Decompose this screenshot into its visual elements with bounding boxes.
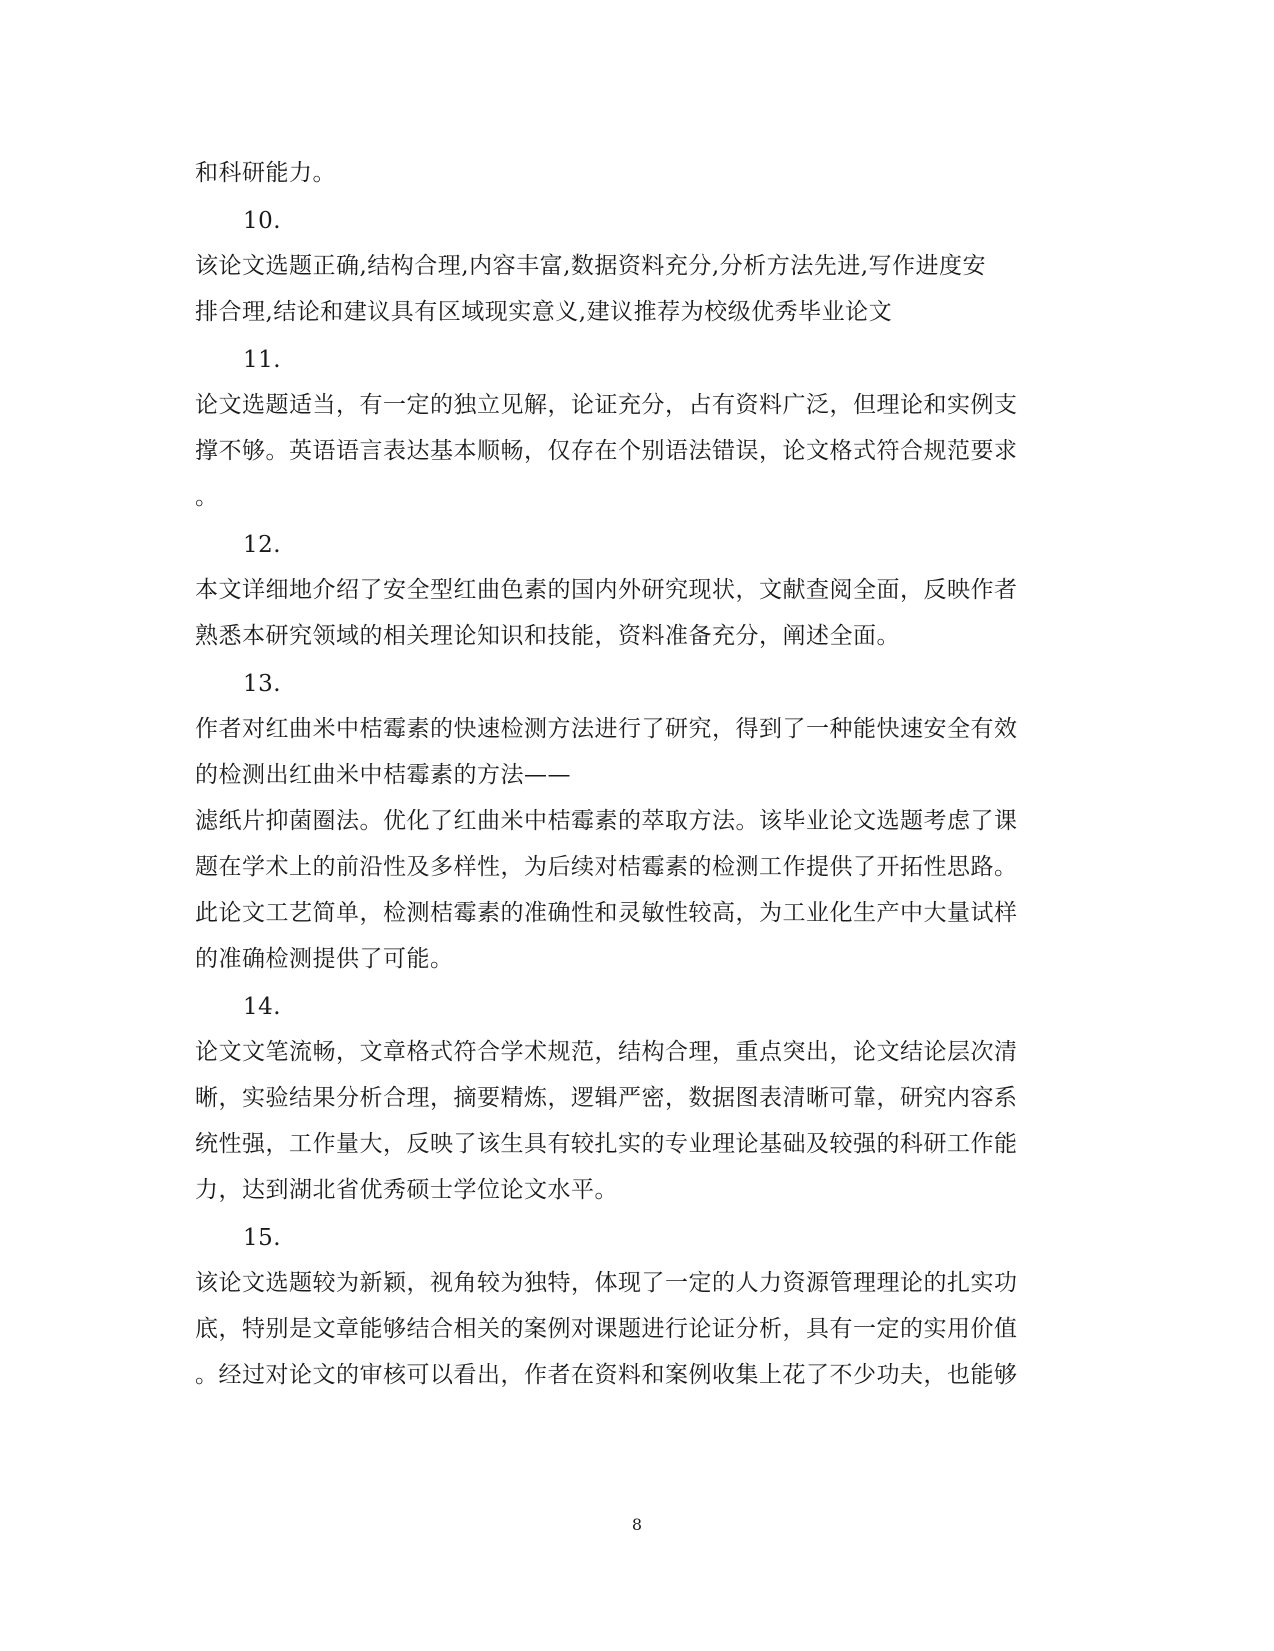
text-line: 的检测出红曲米中桔霉素的方法—— bbox=[195, 762, 571, 788]
text-line: 题在学术上的前沿性及多样性，为后续对桔霉素的检测工作提供了开拓性思路。 bbox=[195, 854, 1018, 880]
text-line: 熟悉本研究领域的相关理论知识和技能，资料准备充分，阐述全面。 bbox=[195, 623, 900, 649]
text-line: 撑不够。英语语言表达基本顺畅，仅存在个别语法错误，论文格式符合规范要求 bbox=[195, 438, 1018, 464]
item-number: 14. bbox=[243, 994, 282, 1020]
text-line: 论文文笔流畅，文章格式符合学术规范，结构合理，重点突出，论文结论层次清 bbox=[195, 1039, 1018, 1065]
text-line: 论文选题适当，有一定的独立见解，论证充分，占有资料广泛，但理论和实例支 bbox=[195, 392, 1018, 418]
text-line: 滤纸片抑菌圈法。优化了红曲米中桔霉素的萃取方法。该毕业论文选题考虑了课 bbox=[195, 808, 1018, 834]
text-line: 力，达到湖北省优秀硕士学位论文水平。 bbox=[195, 1177, 618, 1203]
text-line: 此论文工艺简单，检测桔霉素的准确性和灵敏性较高，为工业化生产中大量试样 bbox=[195, 900, 1018, 926]
item-number: 10. bbox=[243, 208, 282, 234]
text-line: 底，特别是文章能够结合相关的案例对课题进行论证分析，具有一定的实用价值 bbox=[195, 1316, 1018, 1342]
text-line: 。经过对论文的审核可以看出，作者在资料和案例收集上花了不少功夫，也能够 bbox=[195, 1362, 1018, 1388]
text-line: 的准确检测提供了可能。 bbox=[195, 946, 454, 972]
page-number: 8 bbox=[631, 1515, 643, 1534]
text-line: 该论文选题较为新颖，视角较为独特，体现了一定的人力资源管理理论的扎实功 bbox=[195, 1270, 1018, 1296]
text-line: 和科研能力。 bbox=[195, 160, 336, 186]
text-line: 排合理,结论和建议具有区域现实意义,建议推荐为校级优秀毕业论文 bbox=[195, 299, 893, 325]
text-line: 该论文选题正确,结构合理,内容丰富,数据资料充分,分析方法先进,写作进度安 bbox=[195, 253, 987, 279]
text-line: 晰，实验结果分析合理，摘要精炼，逻辑严密，数据图表清晰可靠，研究内容系 bbox=[195, 1085, 1018, 1111]
item-number: 12. bbox=[243, 532, 282, 558]
text-line: 。 bbox=[195, 484, 219, 510]
item-number: 11. bbox=[243, 347, 282, 373]
item-number: 15. bbox=[243, 1225, 282, 1251]
text-line: 作者对红曲米中桔霉素的快速检测方法进行了研究，得到了一种能快速安全有效 bbox=[195, 716, 1018, 742]
text-line: 统性强，工作量大，反映了该生具有较扎实的专业理论基础及较强的科研工作能 bbox=[195, 1131, 1018, 1157]
text-line: 本文详细地介绍了安全型红曲色素的国内外研究现状，文献查阅全面，反映作者 bbox=[195, 577, 1018, 603]
item-number: 13. bbox=[243, 671, 282, 697]
